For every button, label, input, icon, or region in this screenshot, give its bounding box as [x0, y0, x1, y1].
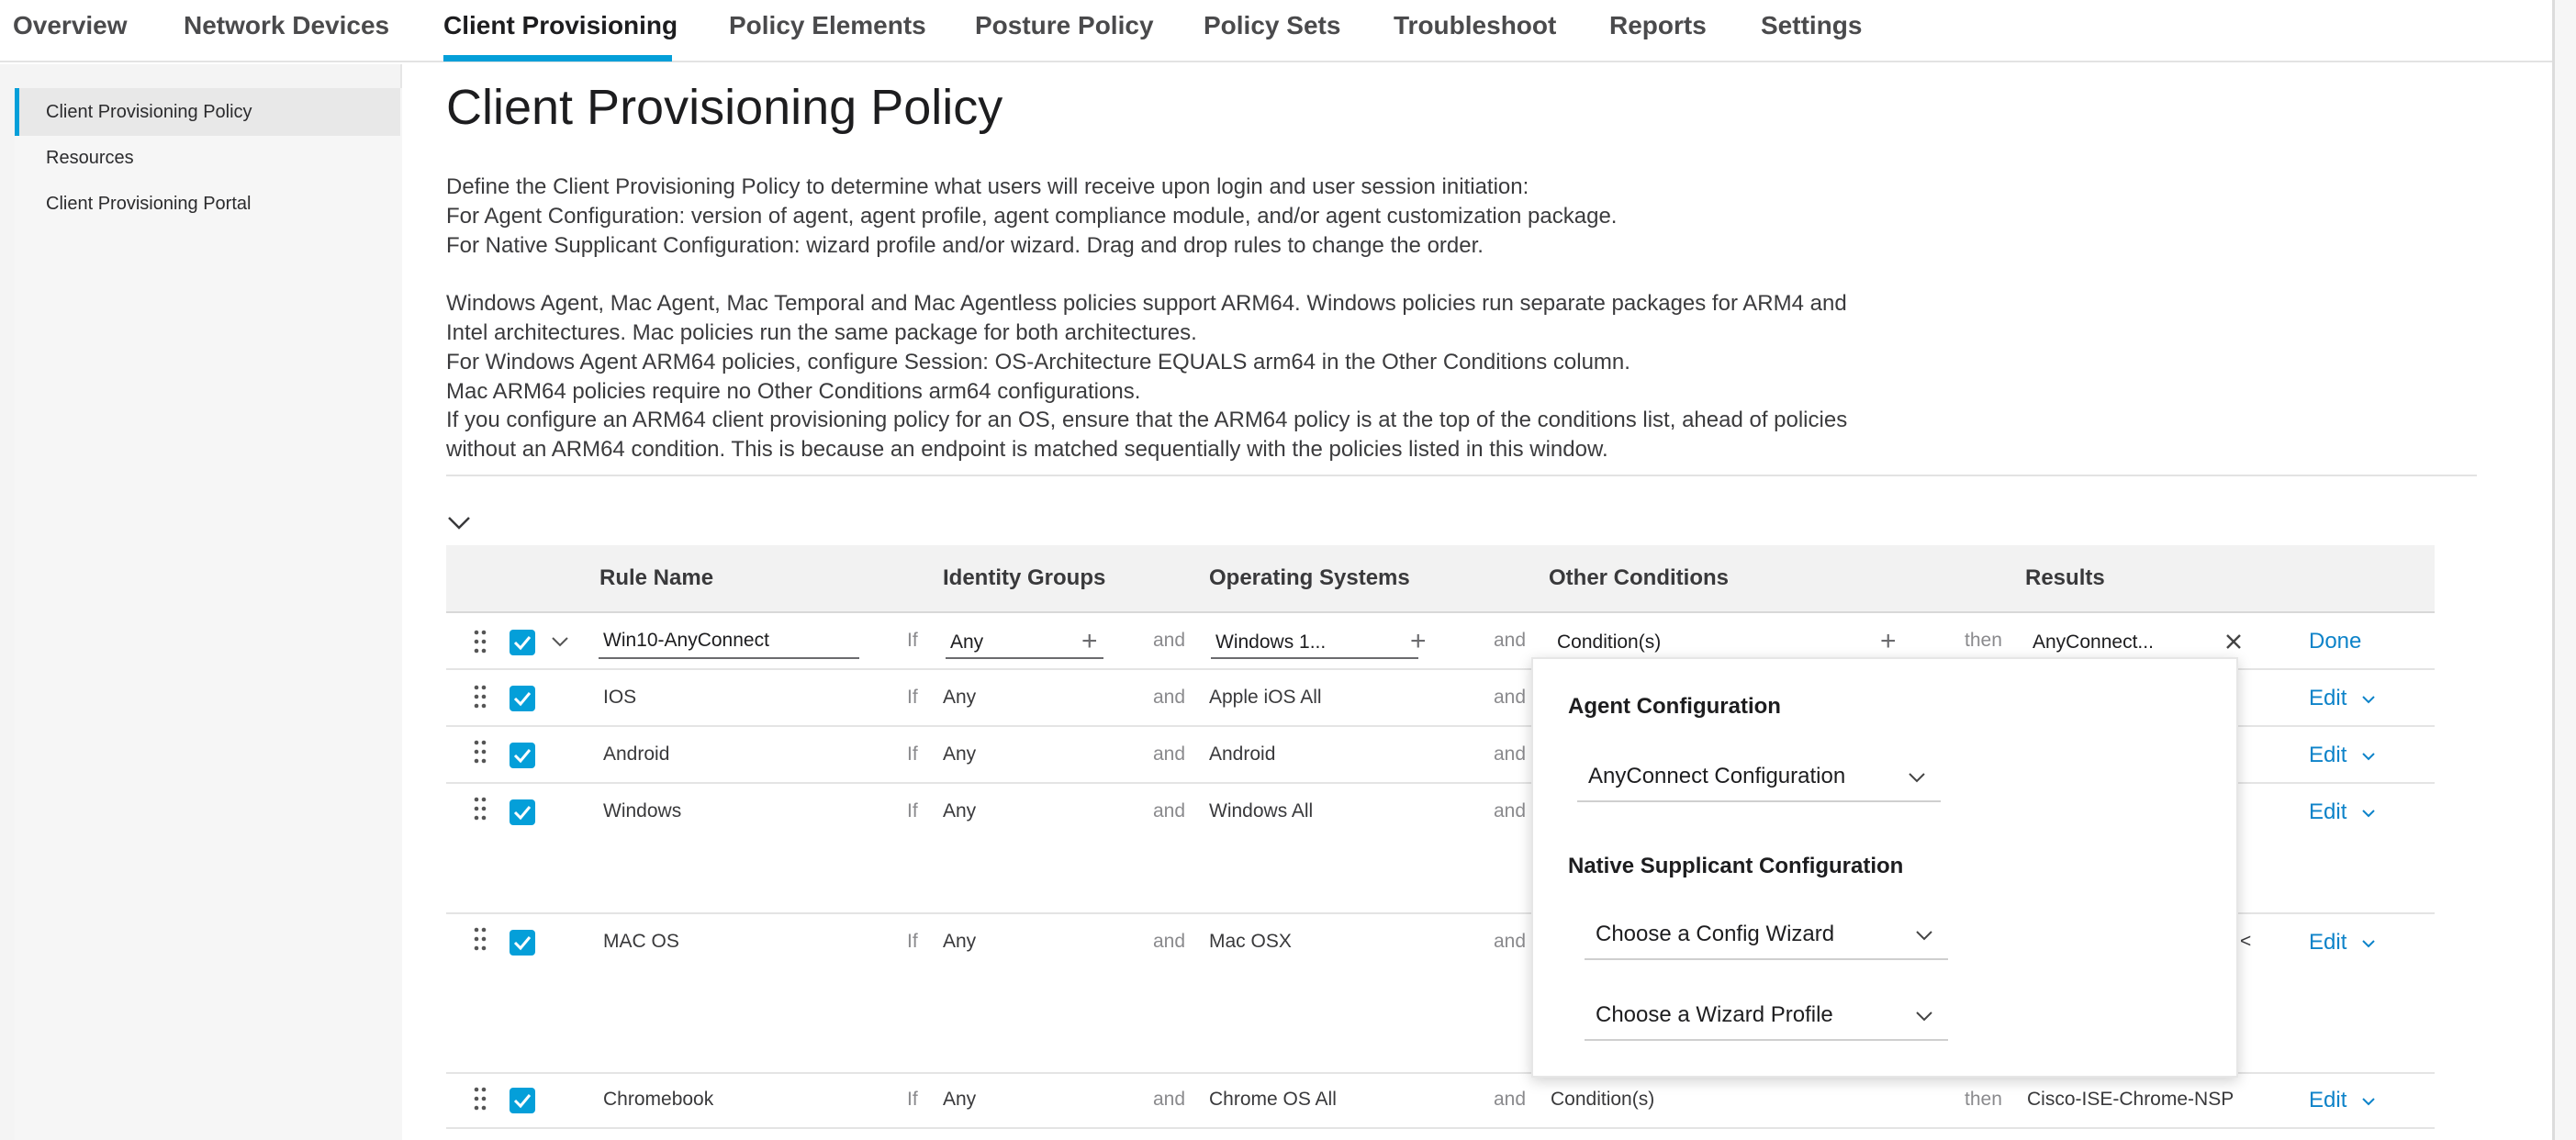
identity-groups: Any — [943, 687, 977, 708]
rule-name: IOS — [603, 687, 637, 708]
results-popover — [1531, 657, 2238, 1078]
tab-settings[interactable]: Settings — [1761, 11, 1863, 39]
chevron-down-icon[interactable] — [446, 510, 472, 536]
table-row — [446, 1074, 2435, 1129]
row-checkbox[interactable] — [510, 799, 535, 825]
rule-name: Chromebook — [603, 1089, 714, 1110]
column-header-operating-systems: Operating Systems — [1209, 565, 1410, 590]
chevron-down-icon[interactable] — [2361, 1096, 2376, 1107]
description-line: For Native Supplicant Configuration: wizard profile and/or wizard. Drag and drop rules to change the order. — [446, 233, 1484, 258]
chevron-down-icon[interactable] — [551, 635, 569, 648]
and-connector: and — [1153, 630, 1186, 651]
row-checkbox[interactable] — [510, 930, 535, 956]
operating-systems-input-underline — [1211, 657, 1418, 659]
sidebar-panel — [15, 88, 402, 1140]
sidebar-item-client-provisioning-portal[interactable]: Client Provisioning Portal — [46, 194, 252, 214]
other-conditions-input[interactable]: Condition(s) — [1557, 631, 1662, 653]
if-connector: If — [907, 931, 918, 952]
add-identity-group-icon[interactable]: + — [1081, 626, 1098, 656]
operating-systems-input[interactable]: Windows 1... — [1215, 631, 1327, 653]
edit-button[interactable]: Edit — [2309, 930, 2347, 955]
chevron-down-icon — [1908, 771, 1926, 784]
other-conditions[interactable]: Condition(s) — [1551, 1089, 1655, 1110]
tab-network-devices[interactable]: Network Devices — [184, 11, 390, 39]
checkmark-icon — [513, 1092, 532, 1109]
tab-client-provisioning[interactable]: Client Provisioning — [443, 11, 678, 39]
description-line: If you configure an ARM64 client provisioning policy for an OS, ensure that the ARM64 policy is at the top of the conditions list, ahead of policies — [446, 408, 1848, 432]
add-operating-system-icon[interactable]: + — [1410, 626, 1427, 656]
description-line: Mac ARM64 policies require no Other Conditions arm64 configurations. — [446, 379, 1141, 404]
checkmark-icon — [513, 690, 532, 707]
native-supplicant-heading: Native Supplicant Configuration — [1568, 854, 1904, 878]
column-header-other-conditions: Other Conditions — [1549, 565, 1729, 590]
row-checkbox[interactable] — [510, 1088, 535, 1113]
active-tab-indicator — [443, 55, 672, 61]
identity-groups-input[interactable]: Any — [950, 631, 984, 653]
rule-name: Android — [603, 743, 670, 765]
edit-button[interactable]: Edit — [2309, 799, 2347, 824]
then-connector: then — [1965, 1089, 2002, 1110]
if-connector: If — [907, 630, 918, 651]
and-connector: and — [1153, 1089, 1186, 1110]
wizard-profile-value: Choose a Wizard Profile — [1596, 1002, 1833, 1027]
and-connector: and — [1153, 687, 1186, 708]
drag-handle-icon[interactable] — [474, 740, 487, 764]
identity-groups: Any — [943, 800, 977, 821]
operating-systems: Mac OSX — [1209, 931, 1292, 952]
then-connector: then — [1965, 630, 2002, 651]
sidebar — [0, 64, 402, 1140]
operating-systems: Windows All — [1209, 800, 1314, 821]
tab-overview[interactable]: Overview — [13, 11, 128, 39]
rule-name: Windows — [603, 800, 682, 821]
and-connector: and — [1494, 931, 1527, 952]
chevron-down-icon[interactable] — [2361, 751, 2376, 762]
partial-close-glyph: < — [2240, 931, 2252, 952]
vertical-scrollbar[interactable] — [2552, 0, 2576, 1140]
chevron-down-icon[interactable] — [2361, 694, 2376, 705]
operating-systems: Apple iOS All — [1209, 687, 1322, 708]
page-title: Client Provisioning Policy — [446, 80, 1003, 135]
edit-button[interactable]: Edit — [2309, 686, 2347, 710]
rule-name-input-underline — [599, 657, 859, 659]
description-line: Define the Client Provisioning Policy to determine what users will receive upon login and user session initiation: — [446, 174, 1529, 199]
rule-name-input[interactable]: Win10-AnyConnect — [603, 630, 769, 651]
results-input[interactable]: AnyConnect... — [2033, 631, 2154, 653]
rule-name: MAC OS — [603, 931, 679, 952]
if-connector: If — [907, 687, 918, 708]
and-connector: and — [1494, 743, 1527, 765]
tab-troubleshoot[interactable]: Troubleshoot — [1394, 11, 1557, 39]
description-line: For Windows Agent ARM64 policies, configure Session: OS-Architecture EQUALS arm64 in the Other Conditions column. — [446, 350, 1630, 374]
and-connector: and — [1153, 931, 1186, 952]
identity-groups: Any — [943, 743, 977, 765]
column-header-results: Results — [2025, 565, 2105, 590]
identity-groups-input-underline — [946, 657, 1103, 659]
description-line: without an ARM64 condition. This is because an endpoint is matched sequentially with the policies listed in this window. — [446, 437, 1608, 462]
section-divider — [446, 475, 2477, 476]
row-checkbox[interactable] — [510, 686, 535, 711]
config-wizard-select[interactable] — [1585, 914, 1948, 960]
checkmark-icon — [513, 934, 532, 951]
operating-systems: Android — [1209, 743, 1276, 765]
chevron-down-icon — [1915, 1010, 1933, 1023]
description-line: Intel architectures. Mac policies run the same package for both architectures. — [446, 320, 1197, 345]
row-checkbox[interactable] — [510, 743, 535, 768]
results: Cisco-ISE-Chrome-NSP — [2027, 1089, 2234, 1110]
add-condition-icon[interactable]: + — [1880, 626, 1897, 656]
drag-handle-icon[interactable] — [474, 630, 487, 654]
drag-handle-icon[interactable] — [474, 797, 487, 821]
table-header — [446, 545, 2435, 613]
and-connector: and — [1494, 630, 1527, 651]
drag-handle-icon[interactable] — [474, 1087, 487, 1111]
and-connector: and — [1153, 800, 1186, 821]
edit-button[interactable]: Edit — [2309, 743, 2347, 767]
drag-handle-icon[interactable] — [474, 685, 487, 709]
tab-posture-policy[interactable]: Posture Policy — [975, 11, 1154, 39]
and-connector: and — [1153, 743, 1186, 765]
description-line: For Agent Configuration: version of agent, agent profile, agent compliance module, and/or agent customization package. — [446, 204, 1618, 229]
close-icon[interactable] — [2224, 632, 2243, 651]
column-header-rule-name: Rule Name — [599, 565, 714, 590]
operating-systems: Chrome OS All — [1209, 1089, 1337, 1110]
and-connector: and — [1494, 800, 1527, 821]
tab-policy-sets[interactable]: Policy Sets — [1204, 11, 1341, 39]
tab-policy-elements[interactable]: Policy Elements — [729, 11, 926, 39]
and-connector: and — [1494, 1089, 1527, 1110]
chevron-down-icon — [1915, 929, 1933, 942]
row-checkbox[interactable] — [510, 630, 535, 655]
agent-configuration-value: AnyConnect Configuration — [1588, 764, 1846, 788]
edit-button[interactable]: Edit — [2309, 1088, 2347, 1112]
if-connector: If — [907, 743, 918, 765]
sidebar-item-resources[interactable]: Resources — [46, 148, 134, 168]
identity-groups: Any — [943, 931, 977, 952]
wizard-profile-select[interactable] — [1585, 995, 1948, 1041]
if-connector: If — [907, 1089, 918, 1110]
agent-configuration-select[interactable] — [1577, 756, 1941, 802]
chevron-down-icon[interactable] — [2361, 938, 2376, 949]
identity-groups: Any — [943, 1089, 977, 1110]
drag-handle-icon[interactable] — [474, 927, 487, 951]
description-line: Windows Agent, Mac Agent, Mac Temporal and Mac Agentless policies support ARM64. Windows policies run separate packages for ARM4 and — [446, 291, 1847, 316]
done-button[interactable]: Done — [2309, 629, 2362, 654]
agent-configuration-heading: Agent Configuration — [1568, 694, 1781, 719]
config-wizard-value: Choose a Config Wizard — [1596, 922, 1835, 946]
tab-reports[interactable]: Reports — [1609, 11, 1707, 39]
checkmark-icon — [513, 804, 532, 821]
sidebar-item-client-provisioning-policy[interactable]: Client Provisioning Policy — [15, 88, 400, 136]
checkmark-icon — [513, 747, 532, 764]
chevron-down-icon[interactable] — [2361, 808, 2376, 819]
column-header-identity-groups: Identity Groups — [943, 565, 1106, 590]
if-connector: If — [907, 800, 918, 821]
top-navigation — [0, 0, 2552, 62]
and-connector: and — [1494, 687, 1527, 708]
checkmark-icon — [513, 634, 532, 651]
